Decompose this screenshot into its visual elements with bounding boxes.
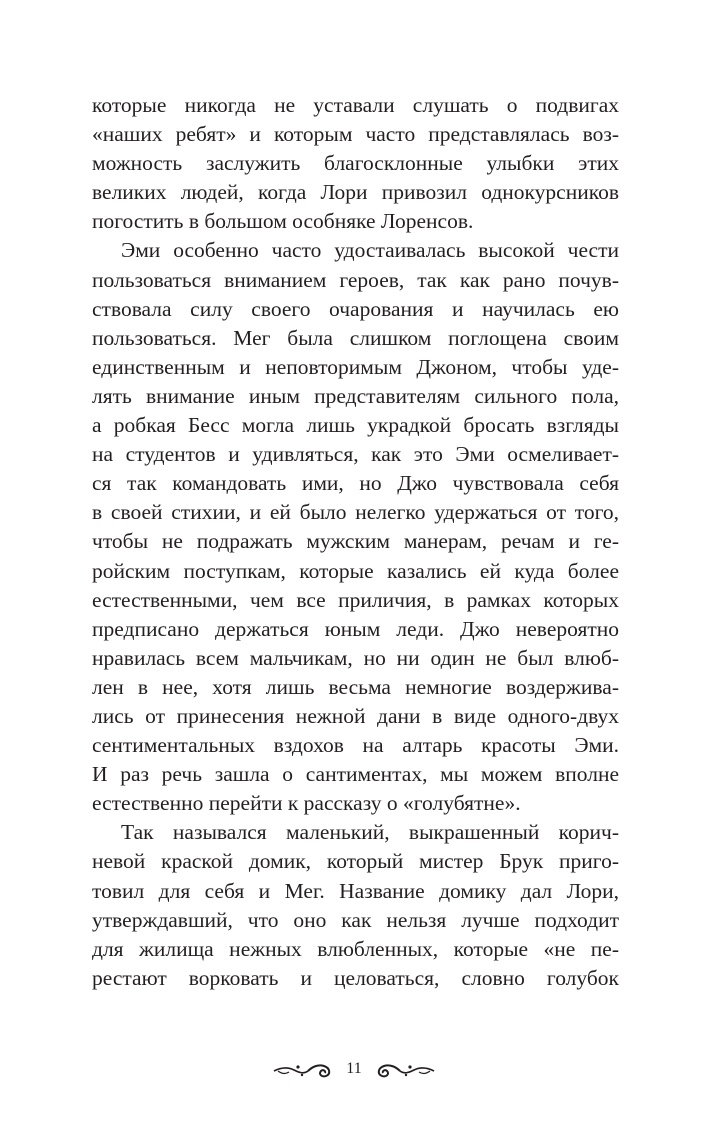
text-line-23: сентиментальных вздохов на алтарь красоты Эми.: [92, 733, 619, 758]
text-line-19: предписано держаться юным леди. Джо невероятно: [92, 616, 619, 641]
text-line-25: естественно перейти к рассказу о «голубятне».: [92, 791, 521, 816]
text-line-20: нравилась всем мальчикам, но ни один не был влюб-: [92, 645, 619, 670]
text-line-29: утверждавший, что оно как нельзя лучше подходит: [92, 907, 619, 932]
body-text: [92, 91, 619, 993]
text-line-22: лись от принесения нежной дани в виде одного-двух: [92, 703, 619, 728]
flourish-ornament-left-icon: [272, 1058, 336, 1080]
page-number: 11: [346, 1060, 362, 1077]
text-line-21: лен в нее, хотя лишь весьма немногие воздержива-: [92, 674, 619, 699]
text-line-10: единственным и неповторимым Джоном, чтобы уде-: [92, 354, 619, 379]
text-line-3: можность заслужить благосклонные улыбки этих: [92, 151, 619, 176]
text-line-31: рестают ворковать и целоваться, словно голубок: [92, 965, 619, 990]
text-line-6: Эми особенно часто удостаивалась высокой чести: [121, 238, 619, 263]
text-line-15: в своей стихии, и ей было нелегко удержаться от того,: [92, 500, 619, 525]
text-line-8: ствовала силу своего очарования и научилась ею: [92, 296, 619, 321]
text-line-13: на студентов и удивляться, как это Эми осмеливает-: [92, 442, 619, 467]
text-line-5: погостить в большом особняке Лоренсов.: [92, 209, 474, 234]
text-line-30: для жилища нежных влюбленных, которые «не пе-: [92, 936, 619, 961]
text-line-4: великих людей, когда Лори привозил однокурсников: [92, 180, 619, 205]
text-line-2: «наших ребят» и которым часто представлялась воз-: [92, 122, 619, 147]
text-line-11: лять внимание иным представителям сильного пола,: [92, 383, 619, 408]
text-line-9: пользоваться. Мег была слишком поглощена своим: [92, 325, 619, 350]
text-line-26: Так назывался маленький, выкрашенный корич-: [121, 820, 619, 845]
text-line-24: И раз речь зашла о сантиментах, мы можем вполне: [92, 762, 619, 787]
page-footer: [0, 1052, 708, 1086]
text-line-18: естественными, чем все приличия, в рамках которых: [92, 587, 619, 612]
flourish-ornament-right-icon: [372, 1058, 436, 1080]
text-line-17: ройским поступкам, которые казались ей куда более: [92, 558, 619, 583]
text-line-14: ся так командовать ими, но Джо чувствовала себя: [92, 471, 619, 496]
text-line-7: пользоваться вниманием героев, так как рано почув-: [92, 267, 619, 292]
text-line-27: невой краской домик, который мистер Брук приго-: [92, 849, 619, 874]
text-line-1: которые никогда не уставали слушать о подвигах: [92, 93, 619, 117]
text-line-12: а робкая Бесс могла лишь украдкой бросать взгляды: [92, 413, 619, 438]
text-line-16: чтобы не подражать мужским манерам, речам и ге-: [92, 529, 619, 554]
text-line-28: товил для себя и Мег. Название домику дал Лори,: [92, 878, 619, 903]
